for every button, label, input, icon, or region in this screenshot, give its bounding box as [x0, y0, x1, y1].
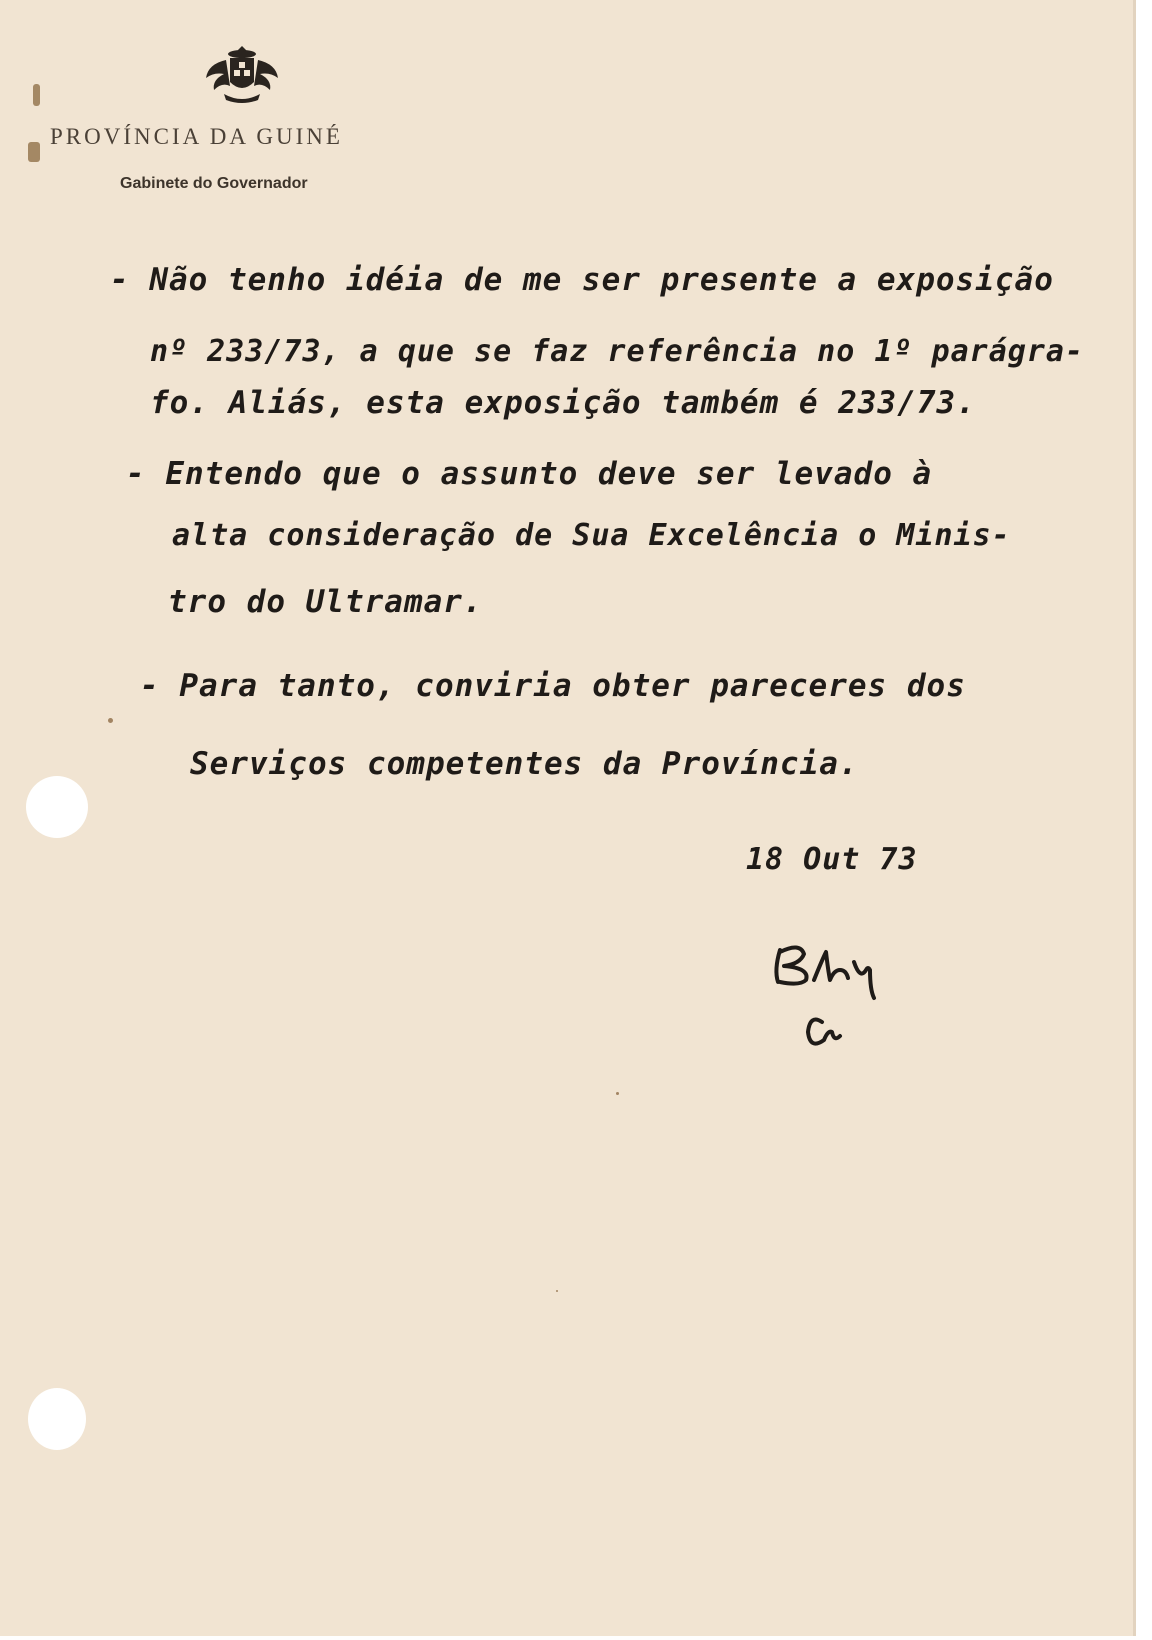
- handwritten-line-1: - Não tenho idéia de me ser presente a exposição: [110, 262, 1054, 298]
- coat-of-arms-emblem: [200, 44, 284, 106]
- handwritten-date: 18 Out 73: [746, 842, 918, 877]
- handwritten-line-6: tro do Ultramar.: [168, 584, 483, 620]
- punch-hole-bottom: [28, 1388, 86, 1450]
- signature: [770, 940, 930, 1060]
- handwritten-line-4: - Entendo que o assunto deve ser levado à: [126, 456, 933, 492]
- letterhead-title: PROVÍNCIA DA GUINÉ: [50, 124, 343, 149]
- handwritten-line-2: nº 233/73, a que se faz referência no 1º parágra-: [150, 334, 1085, 369]
- paper-speck: [616, 1092, 619, 1095]
- page-margin: [1136, 0, 1152, 1640]
- handwritten-line-3: fo. Aliás, esta exposição também é 233/73.: [150, 385, 976, 421]
- handwritten-line-5: alta consideração de Sua Excelência o Minis-: [172, 518, 1011, 553]
- punch-hole-top: [26, 776, 88, 838]
- handwritten-line-7: - Para tanto, conviria obter pareceres dos: [140, 668, 966, 704]
- handwritten-line-8: Serviços competentes da Província.: [190, 746, 859, 782]
- staple-mark-bottom: [28, 142, 40, 162]
- letterhead-subtitle: Gabinete do Governador: [120, 175, 308, 192]
- staple-mark-top: [33, 84, 40, 106]
- paper-speck: [108, 718, 113, 723]
- paper-speck: [556, 1290, 558, 1292]
